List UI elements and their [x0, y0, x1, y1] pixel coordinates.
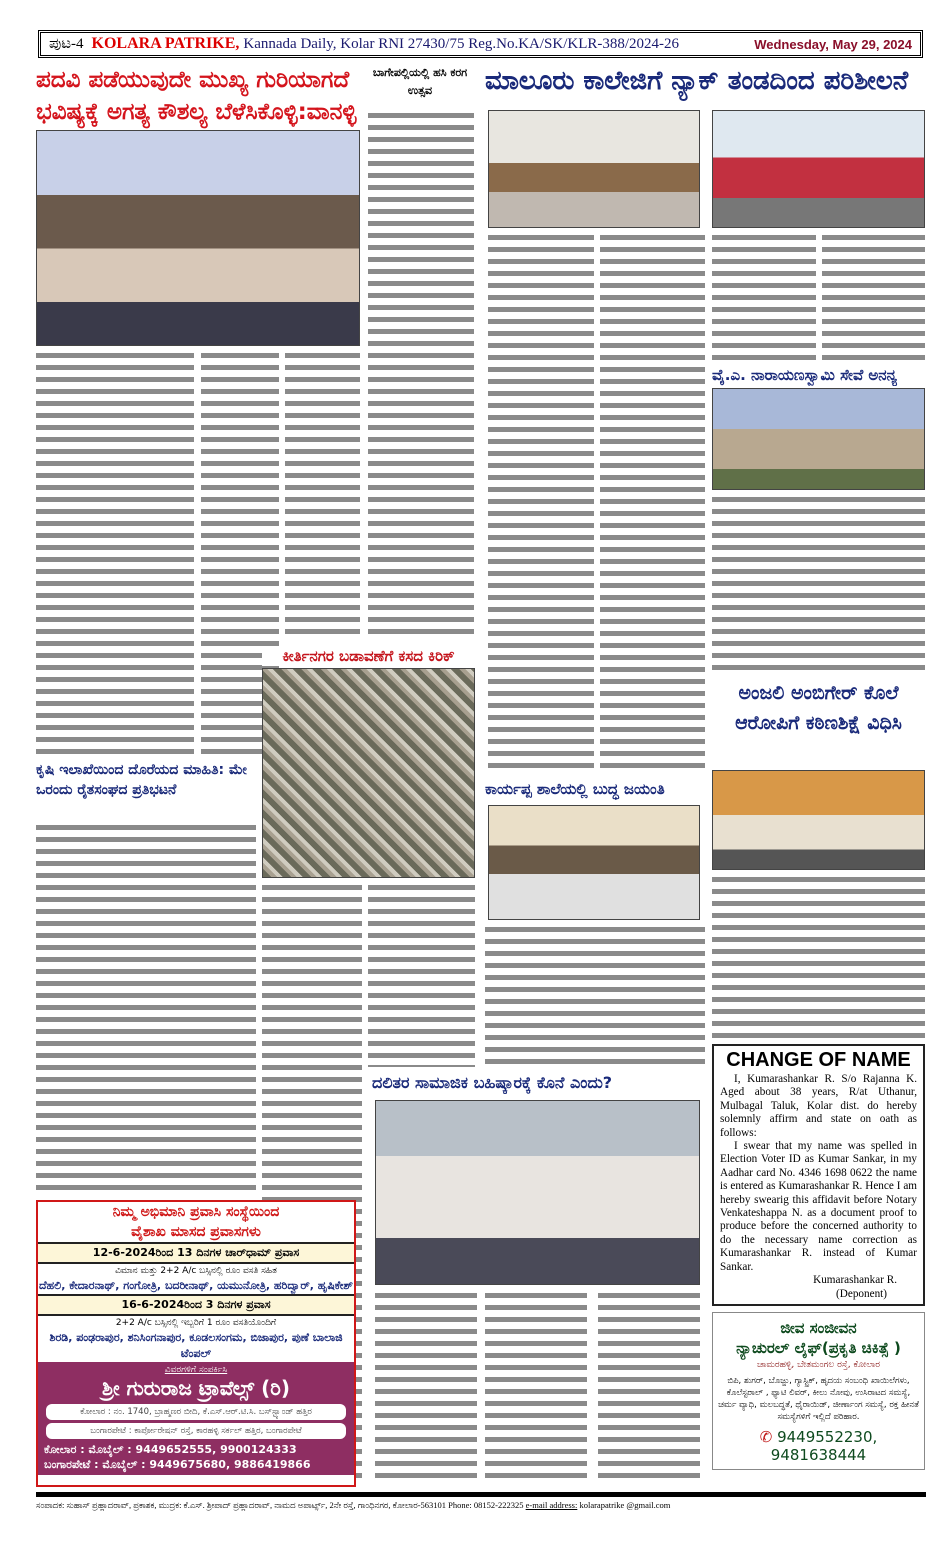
headline-anjali: ಅಂಜಲಿ ಅಂಬಿಗೇರ್ ಕೊಲೆ ಆರೋಪಿಗೆ ಕಠಿಣಶಿಕ್ಷೆ ವಿಧಿಸಿ [735, 682, 902, 734]
headline-malur: ಮಾಲೂರು ಕಾಲೇಜಿಗೆ ನ್ಯಾಕ್ ತಂಡದಿಂದ ಪರಿಶೀಲನೆ [485, 66, 909, 96]
article-body [36, 822, 256, 1192]
footer-imprint [36, 1500, 926, 1511]
tour-date-band: 16-6-2024ರಿಂದ 3 ದಿನಗಳ ಪ್ರವಾಸ [38, 1294, 354, 1316]
tour-note: 2+2 A/c ಬಸ್ಸಿನಲ್ಲಿ ಇಬ್ಬರಿಗೆ 1 ರೂಂ ವಸತಿಯೊಂದಿಗೆ [115, 1318, 277, 1328]
issue-date: Wednesday, May 29, 2024 [754, 36, 912, 52]
article-body [488, 232, 594, 772]
company-name: ಶ್ರೀ ಗುರುರಾಜ ಟ್ರಾವೆಲ್ಸ್ (ರಿ) [102, 1376, 290, 1400]
article-body [712, 494, 925, 674]
photo-buddha-jayanti [488, 805, 700, 920]
ad-title: ನಿಮ್ಮ ಅಭಿಮಾನಿ ಪ್ರವಾಸಿ ಸಂಸ್ಥೆಯಿಂದ [112, 1204, 280, 1220]
article-body [375, 1290, 477, 1485]
contact-label: ವಿವರಗಳಿಗೆ ಸಂಪರ್ಕಿಸಿ [164, 1365, 228, 1375]
headline-bagepalli: ಬಾಗೇಪಲ್ಲಿಯಲ್ಲಿ ಹಸಿ ಕರಗ ಉತ್ಸವ [372, 66, 468, 97]
right-column-stack [712, 1044, 925, 1470]
address: ಕೋಲಾರ : ನಂ. 1740, ಬ್ರಾಹ್ಮಣರ ಬೀದಿ, ಕೆ.ಎಸ್.ಆರ್.ಟಿ.ಸಿ. ಬಸ್‌ಸ್ಟ್ಯಾಂಡ್ ಹತ್ತಿರ [46, 1404, 346, 1420]
phone-icon: ✆ [759, 1427, 773, 1446]
article-body [368, 110, 474, 640]
tour-date-band: 12-6-2024ರಿಂದ 13 ದಿನಗಳ ಚಾರ್‌ಧಾಮ್ ಪ್ರವಾಸ [38, 1242, 354, 1264]
article-body [368, 882, 475, 1067]
article-body [712, 232, 816, 360]
notice-signature: Kumarashankar R. [813, 1274, 897, 1287]
headline-dalit: ದಲಿತರ ಸಾಮಾಜಿಕ ಬಹಿಷ್ಕಾರಕ್ಕೆ ಕೊನೆ ಎಂದು? [372, 1073, 613, 1092]
newspaper-name: KOLARA PATRIKE, [91, 35, 240, 52]
health-ad [712, 1312, 925, 1470]
article-body [285, 350, 360, 640]
article-body [485, 1290, 587, 1485]
email-label: e-mail address: [525, 1500, 578, 1510]
registration-line: Kannada Daily, Kolar RNI 27430/75 Reg.No.KA/SK/KLR-388/2024-26 [243, 35, 680, 52]
masthead [38, 30, 923, 58]
article-body [822, 232, 925, 360]
page-number: ಪುಟ-4 [49, 36, 84, 52]
photo-malur-meeting [488, 110, 700, 228]
photo-lead-left [36, 130, 360, 346]
footer-rule [36, 1492, 926, 1497]
photo-memorandum [712, 770, 925, 870]
ad-location: ಚಾಮರಹಳ್ಳಿ, ಬೇತಮಂಗಲ ರಸ್ತೆ, ಕೋಲಾರ [757, 1359, 880, 1370]
article-body [598, 1290, 700, 1485]
notice-paragraph: I, Kumarashankar R. S/o Rajanna K. Aged about 38 years, R/at Uthanur, Mulbagal Taluk, Kolar dist. do hereby solemnly affirm and state on oath as follows: [720, 1073, 917, 1139]
notice-title: CHANGE OF NAME [726, 1049, 911, 1071]
tour-places: ದೆಹಲಿ, ಕೇದಾರನಾಥ್, ಗಂಗೋತ್ರಿ, ಬದರೀನಾಥ್, ಯಮುನೋತ್ರಿ, ಹರಿದ್ವಾರ್, ಹೃಷಿಕೇಶ್ [39, 1279, 353, 1292]
headline-farmers: ಕೃಷಿ ಇಲಾಖೆಯಿಂದ ದೊರೆಯದ ಮಾಹಿತಿ: ಮೇ ಒರಂದು ರೈತಸಂಘದ ಪ್ರತಿಭಟನೆ [36, 762, 247, 798]
headline-kirtinagar: ಕೀರ್ತಿನಗರ ಬಡಾವಣೆಗೆ ಕಸದ ಕಿರಿಕ್ [262, 646, 475, 666]
change-of-name-notice [712, 1044, 925, 1306]
article-body [600, 232, 705, 772]
ad-description: ಬಿಪಿ, ಶುಗರ್, ಬೊಜ್ಜು, ಗ್ಯಾಸ್ಟ್ರಿಕ್, ಹೃದಯ ಸಂಬಂಧಿ ಖಾಯಿಲೆಗಳು, ಕೊಲೆಸ್ಟರಾಲ್ , ಫ್ಯಾಟಿ ಲಿವರ್, ಕೀಲು ನೋವು, ಉಸಿರಾಟದ ಸಮಸ್ಯೆ, ಚರ್ಮ ವ್ಯಾಧಿ, ಮಲಬದ್ಧತೆ, ಥೈರಾಯಿಡ್, ಜೀರ್ಣಾಂಗ ಸಮಸ್ಯೆ, ರಕ್ತ ಹೀನತೆ ಸಮಸ್ಯೆಗಳಿಗೆ ಇಲ್ಲಿದೆ ಪರಿಹಾರ. [718, 1375, 919, 1422]
photo-garbage [262, 668, 475, 878]
article-body [712, 874, 925, 1038]
travel-contact-box [38, 1362, 354, 1475]
notice-paragraph: I swear that my name was spelled in Election Voter ID as Kumar Sankar, in my Aadhar card No. 4346 1698 0622 the name is entered as Kumarashankar R. Hence I am hereby swearig this affidavit before Notary Venkateshappa N. as a document proof to produce before the concerned authority to do the necessary name correction as Kumarashankar R. instead of Kumar Sankar. [720, 1140, 917, 1273]
tour-note: ವಿಮಾನ ಮತ್ತು 2+2 A/c ಬಸ್ಸಿನಲ್ಲಿ ರೂಂ ವಸತಿ ಸಹಿತ [115, 1266, 277, 1276]
headline-narayanaswamy: ವೈ.ಎ. ನಾರಾಯಣಸ್ವಾಮಿ ಸೇವೆ ಅನನ್ಯ [712, 366, 898, 384]
email-address[interactable]: kolarapatrike @gmail.com [579, 1500, 671, 1510]
ad-phone: 9449552230, 9481638444 [770, 1427, 878, 1464]
ad-title: ವೈಶಾಖ ಮಾಸದ ಪ್ರವಾಸಗಳು [131, 1224, 261, 1240]
notice-role: (Deponent) [836, 1287, 887, 1300]
ad-title: ನ್ಯಾಚುರಲ್ ಲೈಫ್(ಪ್ರಕೃತಿ ಚಿಕಿತ್ಸೆ ) [736, 1338, 901, 1357]
headline-buddha: ಕಾರ್ಯಪ್ಪ ಶಾಲೆಯಲ್ಲಿ ಬುದ್ಧ ಜಯಂತಿ [485, 780, 665, 798]
photo-group [712, 388, 925, 490]
photo-malur-college [712, 110, 925, 228]
headline-lead-left: ಪದವಿ ಪಡೆಯುವುದೇ ಮುಖ್ಯ ಗುರಿಯಾಗದೆ ಭವಿಷ್ಯಕ್ಕೆ ಅಗತ್ಯ ಕೌಶಲ್ಯ ಬೆಳೆಸಿಕೊಳ್ಳಿ:ವಾನಳ್ಳಿ [36, 67, 357, 125]
article-body [36, 350, 194, 755]
tour-places: ಶಿರಡಿ, ಪಂಢರಾಪುರ, ಶನಿಸಿಂಗನಾಪುರ, ಕೂಡಲಸಂಗಮ, ಬಿಜಾಪುರ, ಪುಣೆ ಬಾಲಾಜಿ ಟೆಂಪಲ್ [49, 1331, 343, 1360]
photo-dalit-press [375, 1100, 700, 1285]
ad-title: ಜೀವ ಸಂಜೀವನ [780, 1318, 857, 1337]
travel-ad [36, 1200, 356, 1487]
article-body [485, 924, 705, 1069]
address: ಬಂಗಾರಪೇಟೆ : ಕಾರ್ಪೋರೇಷನ್ ರಸ್ತೆ, ಕಾರಹಳ್ಳಿ ಸರ್ಕಲ್ ಹತ್ತಿರ, ಬಂಗಾರಪೇಟೆ [46, 1423, 346, 1439]
phone-numbers: ಬಂಗಾರಪೇಟೆ : ಮೊಬೈಲ್ : 9449675680, 9886419866 [44, 1458, 311, 1471]
phone-numbers: ಕೋಲಾರ : ಮೊಬೈಲ್ : 9449652555, 9900124333 [44, 1443, 297, 1456]
imprint-text: ಸಂಪಾದಕ: ಸುಹಾಸ್ ಪ್ರಹ್ಲಾದರಾವ್, ಪ್ರಕಾಶಕ, ಮುದ್ರಕ: ಕೆ.ಎಸ್. ಶ್ರೀಪಾದ್ ಪ್ರಹ್ಲಾದರಾವ್, ನಾಮದ ಅಪಾರ್ಟ್ಸ್, 2ನೇ ರಸ್ತೆ, ಗಾಂಧಿನಗರ, ಕೋಲಾರ-563101 Phone: 08152-222325 [36, 1500, 524, 1510]
